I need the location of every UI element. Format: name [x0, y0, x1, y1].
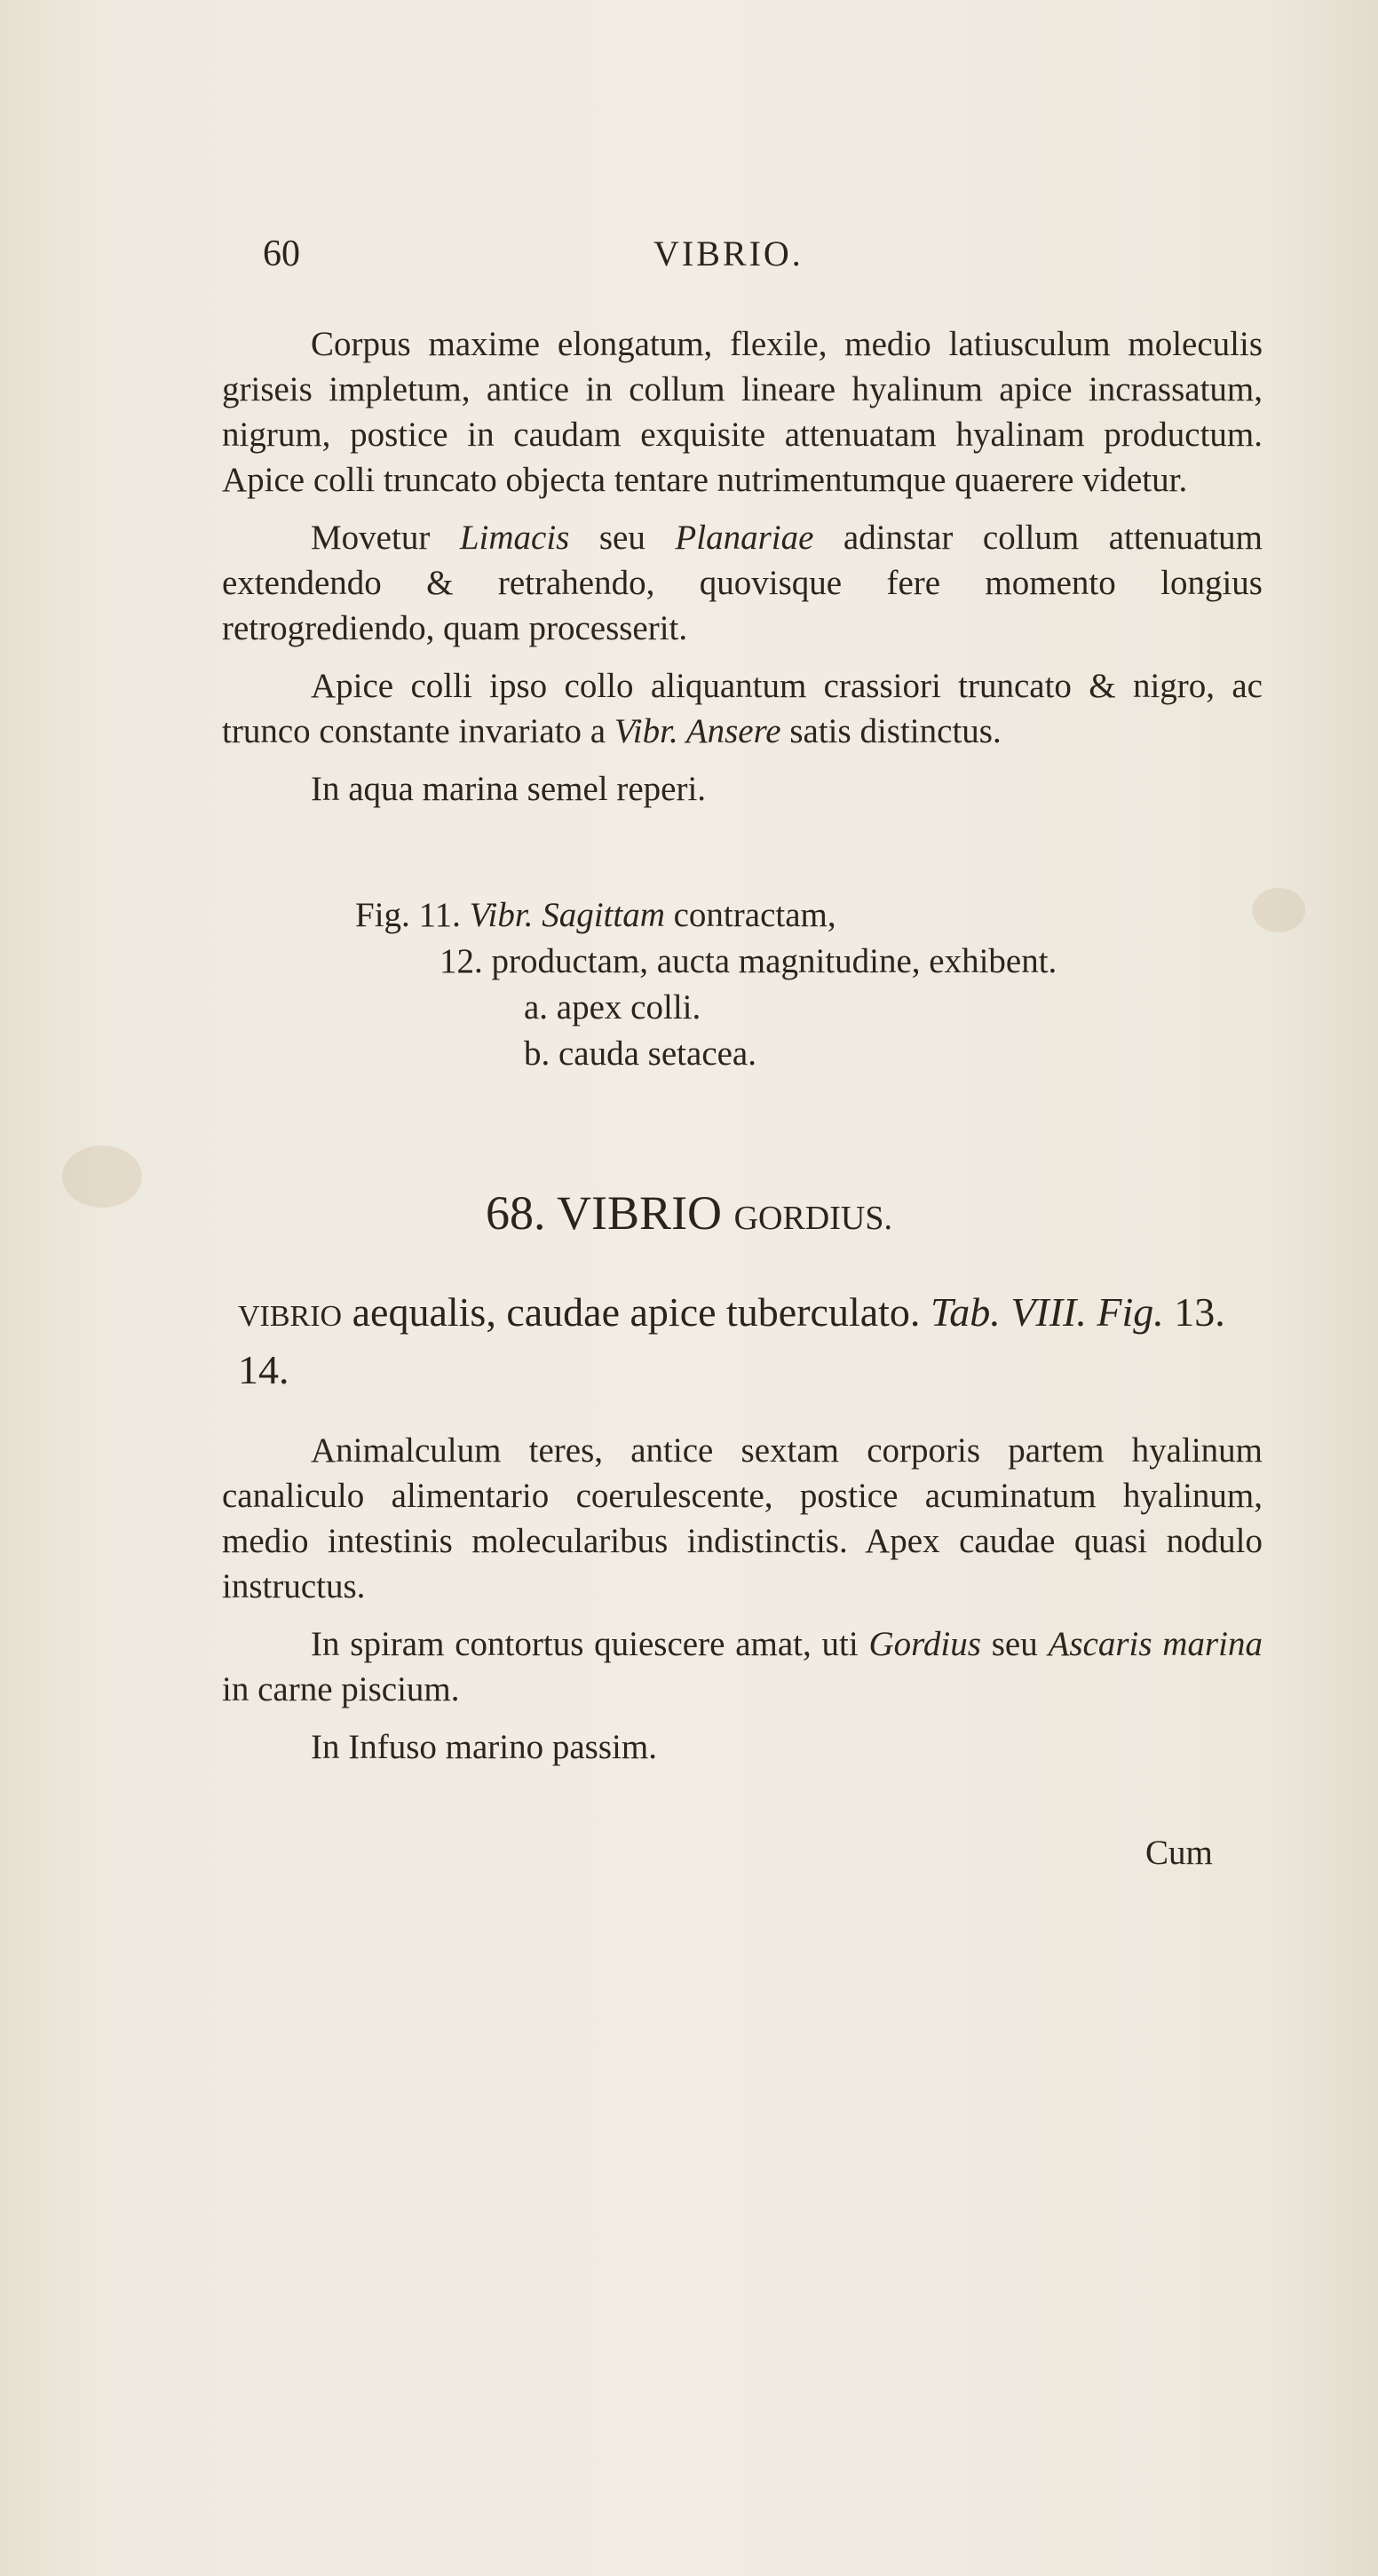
paragraph-description: Corpus maxime elongatum, flexile, medio latiusculum moleculis griseis impletum, antice in collum lineare hyalinum apice incrassatum, nigrum, postice in caudam exquisite attenuatam hyalinam productum. Apice colli truncato objecta tentare nutrimentumque quaerere videtur.: [222, 325, 1263, 499]
body-upper: [222, 321, 1263, 812]
species-diagnosis: VIBRIO aequalis, caudae apice tuberculato. Tab. VIII. Fig. 13. 14.: [238, 1289, 1225, 1392]
page-number: 60: [263, 234, 300, 274]
paragraph-movement: Movetur Limacis seu Planariae adinstar collum attenuatum extendendo & retrahendo, quovisque fere momento longius retrogrediendo, quam processerit.: [222, 519, 1263, 647]
section-heading: 68. VIBRIO GORDIUS.: [486, 1186, 892, 1240]
paper-stain: [1252, 888, 1305, 932]
paragraph-distinction: Apice colli ipso collo aliquantum crassiori truncato & nigro, ac trunco constante invariato a Vibr. Ansere satis distinctus.: [222, 667, 1263, 750]
book-page: 60 VIBRIO. Corpus maxime elongatum, flexile, medio latiusculum moleculis griseis impletum, antice in collum lineare hyalinum apice incrassatum, nigrum, postice in caudam exquisite attenuatam hyalinam productum. Apice colli truncato objecta tentare nutrimentumque quaerere videtur. Movetur Limacis seu Planariae adinstar collum attenuatum extendendo & retrahendo, quovisque fere momento longius retrogrediendo, quam processerit. Apice colli ipso collo aliquantum crassiori truncato & nigro, ac trunco constante invariato a Vibr. Ansere satis distinctus. In aqua marina semel reperi. Fig. 11. Vibr. Sagittam contractam, 12. productam, aucta magnitudine, exhibent. a. apex colli. b. cauda setacea. 68. VIBRIO GORDIUS. VIBRIO aequalis, caudae apice tuberculato. Tab. VIII. Fig. 13. 14. Animalculum teres, antice sextam corporis partem hyalinum canaliculo alimentario coerulescente, postice acuminatum hyalinum, medio intestinis molecularibus indistinctis. Apex caudae quasi nodulo instructus. In spiram contortus quiescere amat, uti Gordius seu Ascaris marina in carne piscium. In Infuso marino passim. Cum: [0, 0, 1378, 2576]
running-head: VIBRIO.: [653, 234, 804, 273]
page-header: [263, 233, 1263, 286]
paragraph-location: In Infuso marino passim.: [311, 1728, 657, 1766]
catchword: Cum: [1145, 1834, 1213, 1872]
body-lower: [222, 1428, 1263, 1770]
paragraph-spiral: In spiram contortus quiescere amat, uti Gordius seu Ascaris marina in carne piscium.: [222, 1625, 1263, 1708]
paragraph-habitat: In aqua marina semel reperi.: [311, 770, 707, 808]
paragraph-animalcule: Animalculum teres, antice sextam corporis partem hyalinum canaliculo alimentario coerulescente, postice acuminatum hyalinum, medio intestinis molecularibus indistinctis. Apex caudae quasi nodulo instructus.: [222, 1431, 1263, 1605]
